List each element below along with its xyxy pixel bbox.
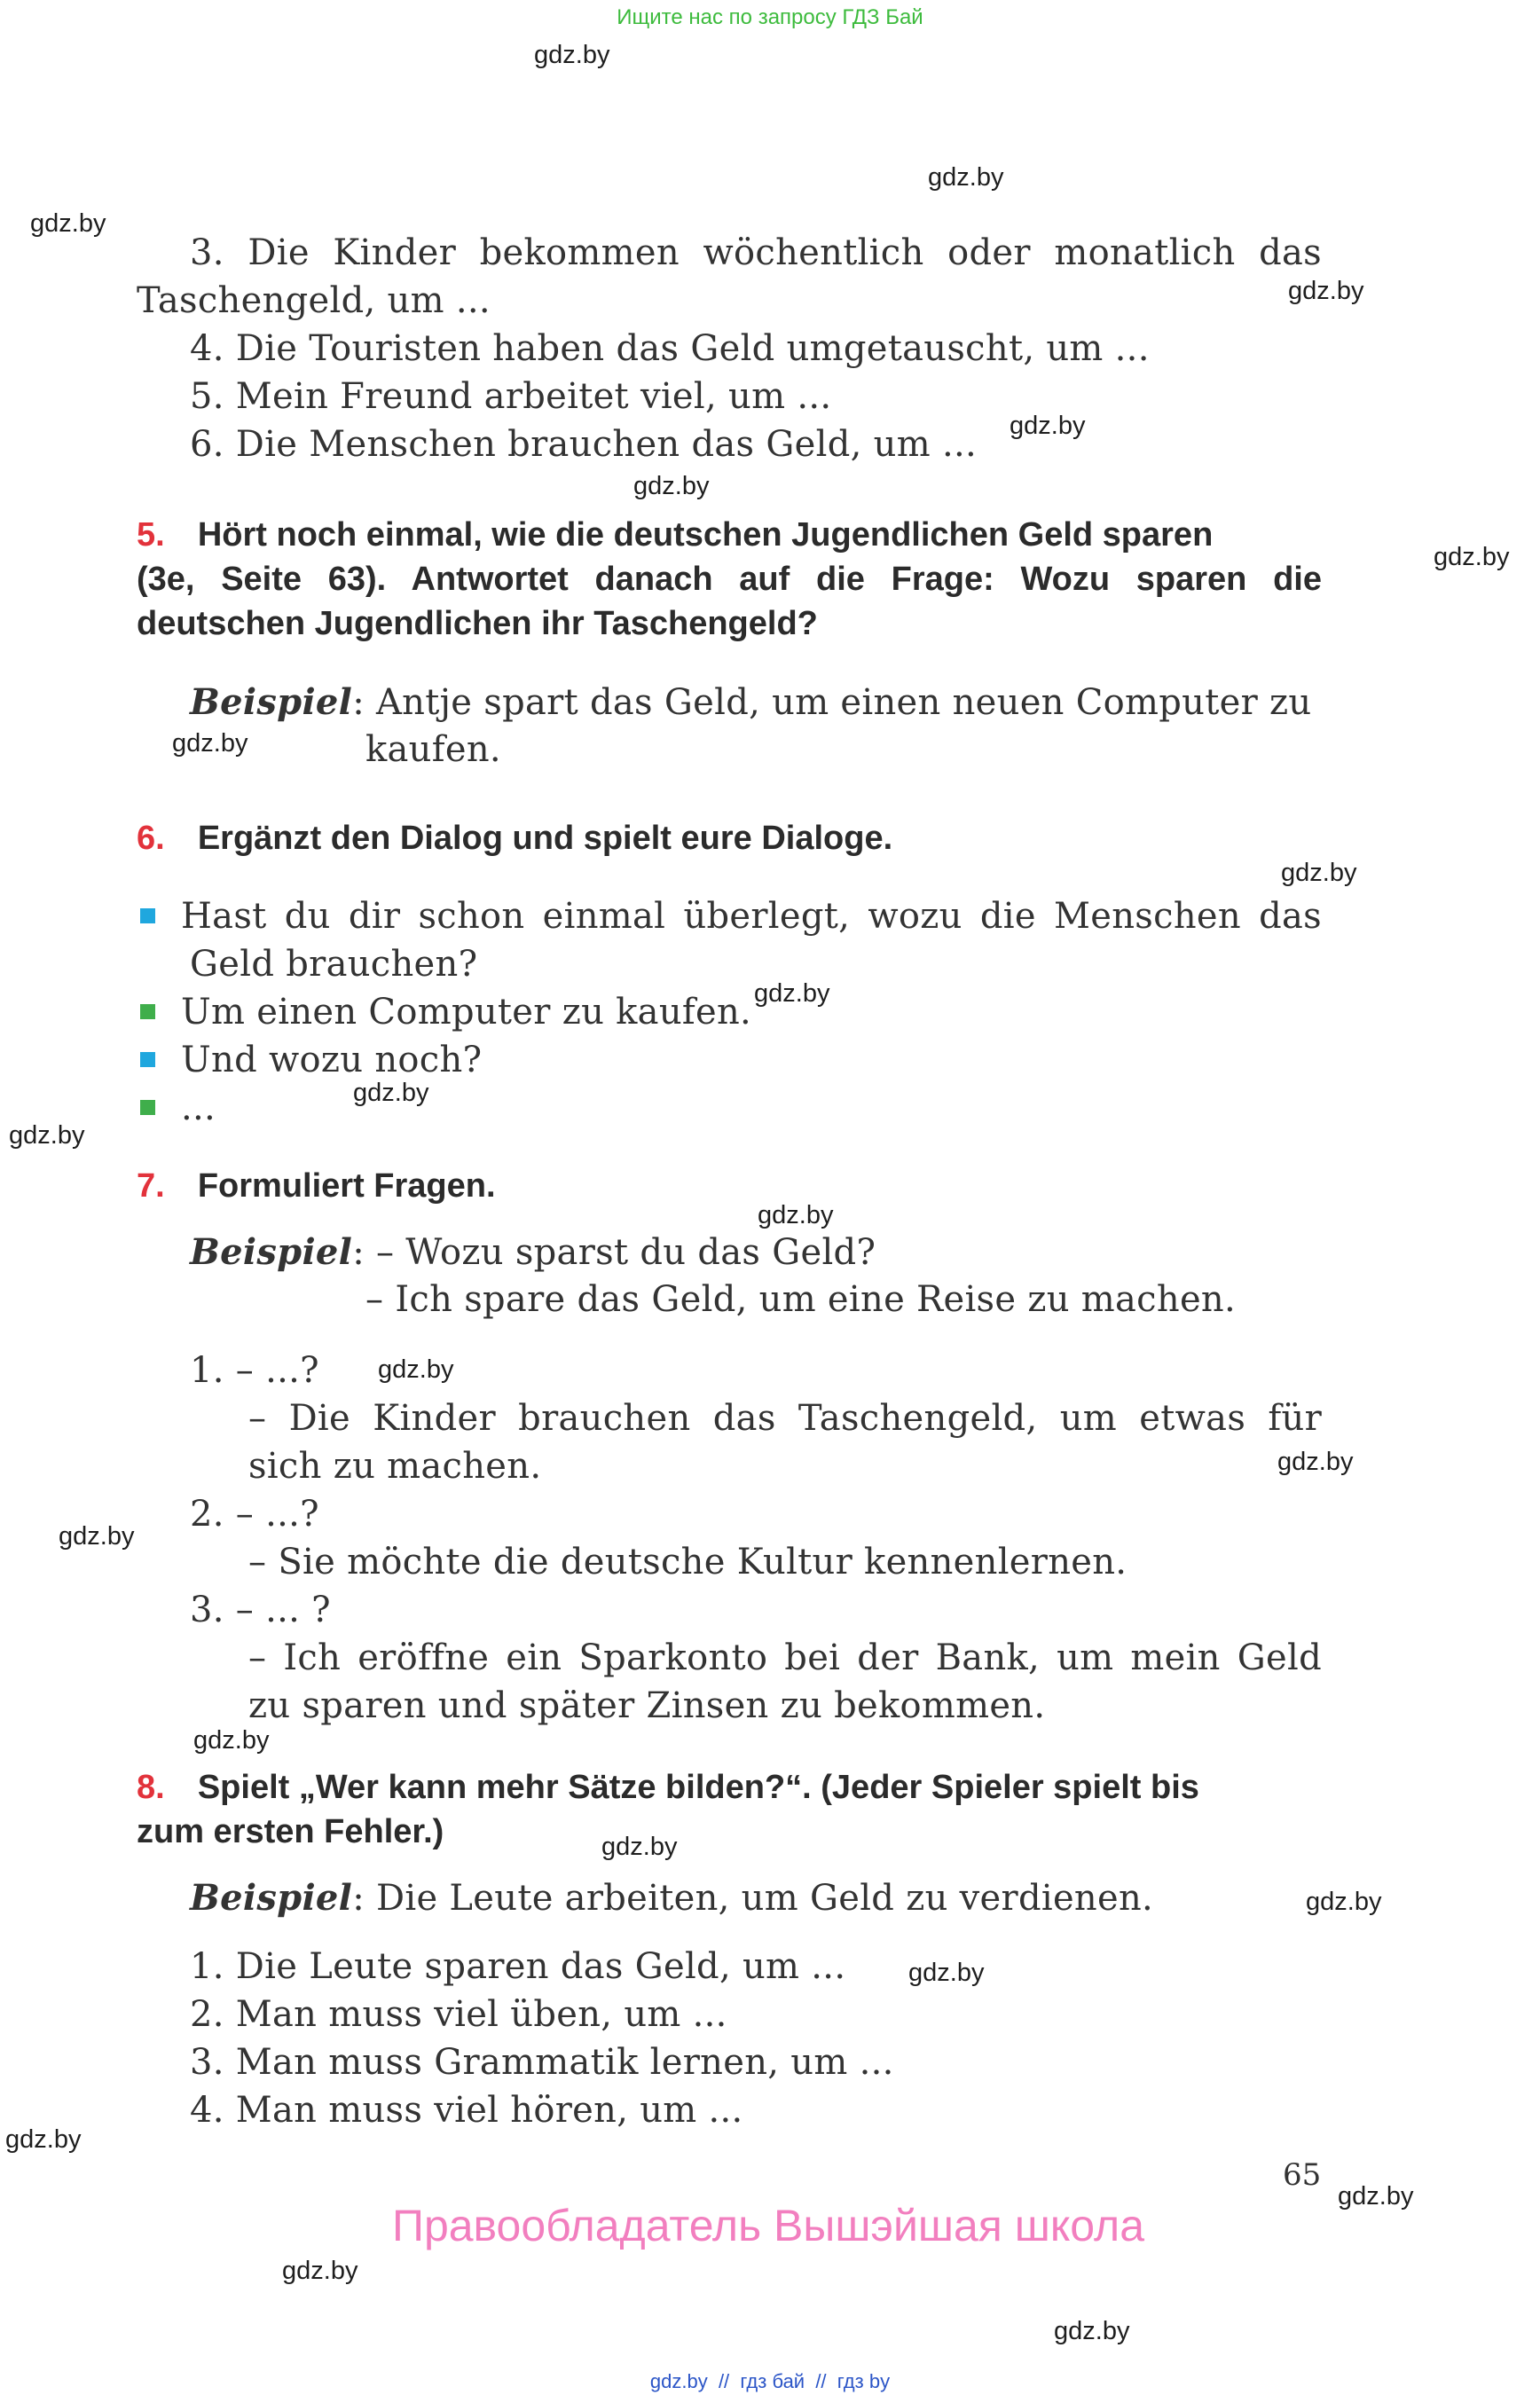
exercise-item: 3. Die Kinder bekommen wöchentlich oder monatlich das: [190, 232, 1322, 273]
watermark: gdz.by: [378, 1355, 454, 1384]
task-text: Ergänzt den Dialog und spielt eure Dialoge.: [197, 820, 893, 857]
task-heading: [137, 1769, 1322, 1807]
watermark: gdz.by: [1338, 2182, 1414, 2211]
exercise-item: 1. – ...?: [190, 1350, 319, 1391]
task-heading: [137, 516, 1322, 554]
watermark: gdz.by: [30, 209, 106, 238]
example: [190, 681, 1311, 723]
example-label: Beispiel: [190, 1231, 353, 1273]
example-text: kaufen.: [365, 729, 501, 770]
watermark: gdz.by: [1306, 1888, 1382, 1916]
exercise-item: sich zu machen.: [248, 1446, 542, 1487]
watermark: gdz.by: [1054, 2317, 1130, 2345]
example-text: – Ich spare das Geld, um eine Reise zu machen.: [365, 1279, 1236, 1320]
watermark: gdz.by: [534, 41, 610, 69]
dialog-line: Um einen Computer zu kaufen.: [181, 992, 752, 1033]
example-text: : Die Leute arbeiten, um Geld zu verdienen.: [352, 1878, 1154, 1919]
task-number: 8.: [137, 1769, 165, 1806]
exercise-item: 3. Man muss Grammatik lernen, um ...: [190, 2042, 894, 2083]
watermark: gdz.by: [9, 1121, 85, 1150]
task-text: Hört noch einmal, wie die deutschen Jugendlichen Geld sparen: [197, 516, 1214, 554]
watermark: gdz.by: [758, 1201, 834, 1229]
exercise-item: 2. – ...?: [190, 1494, 319, 1535]
task-heading: [137, 1167, 496, 1205]
example-text: : Antje spart das Geld, um einen neuen Computer zu: [352, 682, 1312, 723]
example: [190, 1877, 1153, 1919]
exercise-item: – Sie möchte die deutsche Kultur kennenlernen.: [248, 1542, 1128, 1582]
speaker-b-marker: [140, 1100, 155, 1115]
task-heading: [137, 820, 892, 858]
task-text: (3e, Seite 63). Antwortet danach auf die Frage: Wozu sparen die: [137, 561, 1322, 598]
speaker-a-marker: [140, 908, 155, 923]
copyright-owner: Правообладатель Вышэйшая школа: [392, 2201, 1144, 2250]
watermark: gdz.by: [754, 979, 830, 1008]
watermark: gdz.by: [353, 1079, 429, 1107]
watermark: gdz.by: [59, 1522, 135, 1551]
exercise-item: 2. Man muss viel üben, um ...: [190, 1994, 727, 2035]
watermark: gdz.by: [1288, 277, 1364, 305]
watermark: gdz.by: [928, 163, 1004, 192]
watermark: gdz.by: [1434, 543, 1510, 571]
task-text: zum ersten Fehler.): [137, 1813, 444, 1850]
speaker-a-marker: [140, 1052, 155, 1067]
watermark: gdz.by: [1281, 859, 1357, 887]
watermark: gdz.by: [1277, 1448, 1354, 1476]
exercise-item: Taschengeld, um ...: [137, 280, 491, 321]
exercise-item: zu sparen und später Zinsen zu bekommen.: [248, 1685, 1046, 1726]
example: [190, 1231, 876, 1273]
watermark: gdz.by: [601, 1833, 678, 1861]
dialog-line: ...: [181, 1088, 216, 1128]
speaker-b-marker: [140, 1004, 155, 1019]
exercise-item: – Die Kinder brauchen das Taschengeld, um etwas für: [248, 1398, 1322, 1439]
example-text: : – Wozu sparst du das Geld?: [352, 1232, 876, 1273]
task-number: 5.: [137, 516, 165, 554]
task-text: deutschen Jugendlichen ihr Taschengeld?: [137, 605, 818, 642]
dialog-line: Geld brauchen?: [190, 944, 478, 985]
watermark: gdz.by: [633, 472, 710, 500]
exercise-item: 4. Man muss viel hören, um ...: [190, 2090, 743, 2131]
exercise-item: 4. Die Touristen haben das Geld umgetauscht, um ...: [190, 328, 1150, 369]
task-number: 6.: [137, 820, 165, 857]
dialog-line: Hast du dir schon einmal überlegt, wozu die Menschen das: [181, 896, 1322, 937]
example-label: Beispiel: [190, 1877, 353, 1919]
exercise-item: 1. Die Leute sparen das Geld, um ...: [190, 1946, 846, 1987]
example-label: Beispiel: [190, 681, 353, 723]
exercise-item: 5. Mein Freund arbeitet viel, um ...: [190, 376, 832, 417]
task-text: Spielt „Wer kann mehr Sätze bilden?“. (Jeder Spieler spielt bis: [197, 1769, 1199, 1806]
exercise-item: 3. – ... ?: [190, 1590, 331, 1630]
watermark: gdz.by: [282, 2257, 358, 2285]
task-number: 7.: [137, 1167, 165, 1205]
exercise-item: 6. Die Menschen brauchen das Geld, um ...: [190, 424, 978, 465]
dialog-line: Und wozu noch?: [181, 1040, 483, 1080]
page-number: 65: [1283, 2157, 1322, 2193]
watermark: gdz.by: [193, 1726, 270, 1755]
top-banner: Ищите нас по запросу ГДЗ Бай: [617, 5, 923, 29]
watermark: gdz.by: [908, 1959, 985, 1987]
watermark: gdz.by: [1010, 412, 1086, 440]
exercise-item: – Ich eröffne ein Sparkonto bei der Bank, um mein Geld: [248, 1637, 1322, 1678]
watermark: gdz.by: [5, 2125, 82, 2154]
watermark: gdz.by: [172, 729, 248, 758]
task-text: Formuliert Fragen.: [197, 1167, 496, 1205]
footer-links[interactable]: gdz.by // гдз бай // гдз by: [649, 2370, 891, 2392]
